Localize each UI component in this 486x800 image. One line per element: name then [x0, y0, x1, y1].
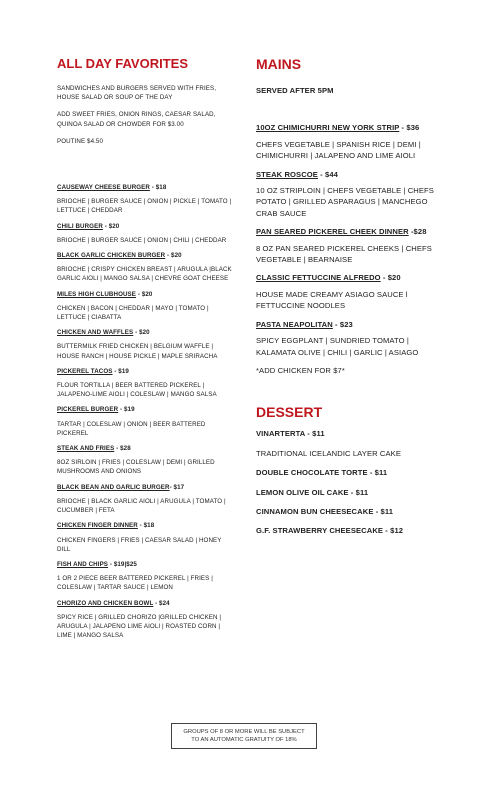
- all-day-heading: ALL DAY FAVORITES: [57, 56, 188, 71]
- menu-item: [57, 328, 232, 361]
- menu-item-price: - $19: [118, 406, 135, 414]
- menu-item-name: PAN SEARED PICKEREL CHEEK DINNER: [256, 227, 409, 237]
- menu-item-desc: FLOUR TORTILLA | BEER BATTERED PICKEREL | JALAPENO-LIME AIOLI | COLESLAW | MANGO SALSA: [57, 382, 217, 399]
- menu-item-price: - $24: [153, 599, 170, 607]
- dessert-heading: DESSERT: [256, 404, 323, 421]
- menu-item-title: [57, 483, 232, 492]
- menu-item-title: [57, 599, 232, 608]
- menu-item-desc: BUTTERMILK FRIED CHICKEN | BELGIUM WAFFLE | HOUSE RANCH | HOUSE PICKLE | MAPLE SRIRACHA: [57, 343, 218, 360]
- menu-item-price: - $20: [380, 273, 401, 283]
- menu-item-name: MILES HIGH CLUBHOUSE: [57, 290, 137, 298]
- menu-item: [256, 122, 436, 161]
- menu-item-desc: CHICKEN | BACON | CHEDDAR | MAYO | TOMATO | LETTUCE | CIABATTA: [57, 304, 209, 322]
- menu-item-desc: BRIOCHE | CRISPY CHICKEN BREAST | ARUGULA |BLACK GARLIC AIOLI | MANGO SALSA | CHEVRE GOAT CHEESE: [57, 266, 232, 283]
- menu-item-name: STEAK AND FRIES: [57, 445, 115, 453]
- menu-item-name: CLASSIC FETTUCCINE ALFREDO: [256, 273, 381, 283]
- menu-item-price: - $20: [136, 290, 153, 298]
- menu-item: [57, 560, 232, 593]
- menu-item-desc: CHICKEN FINGERS | FRIES | CAESAR SALAD | HONEY DILL: [57, 536, 222, 553]
- menu-item-name: FISH AND CHIPS: [57, 560, 109, 568]
- all-day-favorites-section: [57, 56, 232, 646]
- menu-item-price: - $28: [114, 445, 131, 453]
- menu-item-title: [256, 226, 436, 237]
- menu-item-title: [57, 251, 232, 260]
- menu-item-name: BLACK GARLIC CHICKEN BURGER: [57, 252, 166, 260]
- menu-item-name: PICKEREL TACOS: [57, 367, 113, 375]
- menu-item: [57, 222, 232, 245]
- menu-item-desc: TARTAR | COLESLAW | ONION | BEER BATTERED PICKEREL: [57, 420, 206, 437]
- menu-item-name: CAUSEWAY CHEESE BURGER: [57, 184, 150, 192]
- menu-item: [57, 405, 232, 438]
- mains-section: [256, 56, 436, 545]
- menu-item-price: - $20: [165, 252, 182, 260]
- menu-item-title: [57, 444, 232, 453]
- menu-item: [57, 521, 232, 554]
- menu-item: [256, 319, 436, 358]
- menu-item-price: - $23: [332, 319, 353, 329]
- menu-item-name: CHICKEN AND WAFFLES: [57, 329, 134, 337]
- menu-item: [57, 183, 232, 216]
- menu-item-title: [57, 290, 232, 299]
- menu-item-title: [57, 560, 232, 569]
- menu-item: [256, 272, 436, 311]
- gratuity-notice-line: TO AN AUTOMATIC GRATUITY OF 18%: [191, 737, 297, 743]
- menu-item-desc: BRIOCHE | BLACK GARLIC AIOLI | ARUGULA | TOMATO | CUCUMBER | FETA: [57, 497, 226, 515]
- menu-item: [57, 251, 232, 284]
- menu-item: [256, 226, 436, 265]
- menu-item: [57, 367, 232, 400]
- dessert-item: DOUBLE CHOCOLATE TORTE - $11: [256, 468, 388, 478]
- menu-item-name: CHILI BURGER: [57, 222, 103, 230]
- dessert-item: G.F. STRAWBERRY CHEESECAKE - $12: [256, 526, 404, 536]
- all-day-items-list: [57, 183, 232, 640]
- menu-item-desc: BRIOCHE | BURGER SAUCE | ONION | PICKLE | TOMATO | LETTUCE | CHEDDAR: [57, 198, 232, 215]
- menu-item-price: - $19|$25: [108, 560, 137, 568]
- dessert-item: LEMON OLIVE OIL CAKE - $11: [256, 487, 369, 497]
- menu-item-desc: 10 OZ STRIPLOIN | CHEFS VEGETABLE | CHEFS POTATO | GRILLED ASPARAGUS | MANCHEGO CRAB SAUCE: [256, 186, 434, 218]
- menu-item-price: - $36: [399, 123, 420, 133]
- menu-item-price: - $20: [133, 329, 150, 337]
- menu-item-name: 10OZ CHIMICHURRI NEW YORK STRIP: [256, 123, 400, 133]
- menu-item-price: - $18: [149, 184, 167, 192]
- menu-item-name: PICKEREL BURGER: [57, 406, 119, 414]
- menu-item-name: BLACK BEAN AND GARLIC BURGER: [57, 483, 170, 491]
- menu-item-name: CHORIZO AND CHICKEN BOWL: [57, 599, 154, 607]
- menu-item-desc: 8OZ SIRLOIN | FRIES | COLESLAW | DEMI | GRILLED MUSHROOMS AND ONIONS: [57, 459, 215, 476]
- dessert-section: [256, 404, 436, 536]
- menu-item-title: [57, 328, 232, 337]
- menu-item-title: [57, 222, 232, 231]
- menu-item-price: - $20: [102, 222, 120, 230]
- menu-item: [256, 169, 436, 220]
- menu-item-desc: 8 OZ PAN SEARED PICKEREL CHEEKS | CHEFS VEGETABLE | BEARNAISE: [256, 243, 432, 265]
- menu-item: [57, 599, 232, 641]
- mains-subtitle: SERVED AFTER 5PM: [256, 86, 334, 95]
- menu-item-price: - $18: [137, 522, 155, 530]
- all-day-addons: ADD SWEET FRIES, ONION RINGS, CAESAR SALAD, QUINOA SALAD OR CHOWDER FOR $3.00: [57, 111, 216, 128]
- dessert-item: CINNAMON BUN CHEESECAKE - $11: [256, 506, 394, 516]
- gratuity-notice-line: GROUPS OF 8 OR MORE WILL BE SUBJECT: [183, 729, 305, 735]
- menu-item-desc: SPICY EGGPLANT | SUNDRIED TOMATO | KALAMATA OLIVE | CHILI | GARLIC | ASIAGO: [256, 336, 419, 357]
- menu-item-desc: BRIOCHE | BURGER SAUCE | ONION | CHILI | CHEDDAR: [57, 236, 227, 244]
- menu-item-desc: HOUSE MADE CREAMY ASIAGO SAUCE l FETTUCCINE NOODLES: [256, 289, 408, 311]
- menu-item-title: [57, 183, 232, 192]
- menu-item-name: STEAK ROSCOE: [256, 169, 318, 179]
- menu-item-price: - $44: [317, 169, 338, 179]
- menu-item-title: [256, 169, 436, 180]
- menu-item-title: [256, 272, 436, 283]
- menu-item: [57, 290, 232, 323]
- menu-item: [57, 483, 232, 516]
- menu-item: [57, 444, 232, 477]
- add-chicken-note: *ADD CHICKEN FOR $7*: [256, 365, 345, 375]
- menu-item-name: CHICKEN FINGER DINNER: [57, 522, 138, 530]
- menu-item-name: PASTA NEAPOLITAN: [256, 319, 333, 329]
- all-day-intro: SANDWICHES AND BURGERS SERVED WITH FRIES, HOUSE SALAD OR SOUP OF THE DAY: [57, 85, 217, 102]
- poutine-line: POUTINE $4.50: [57, 137, 104, 145]
- menu-item-title: [57, 405, 232, 414]
- menu-item-title: [57, 521, 232, 530]
- menu-item-desc: SPICY RICE | GRILLED CHORIZO |GRILLED CHICKEN | ARUGULA | JALAPENO LIME AIOLI | ROASTED CORN | LIME | MANGO SALSA: [57, 613, 222, 640]
- menu-item-price: -$28: [408, 227, 427, 237]
- gratuity-notice: [171, 723, 317, 749]
- mains-heading: MAINS: [256, 56, 302, 72]
- dessert-item: VINARTERTA - $11: [256, 429, 325, 439]
- menu-item-title: [57, 367, 232, 376]
- menu-item-desc: 1 OR 2 PIECE BEER BATTERED PICKEREL | FRIES | COLESLAW | TARTAR SAUCE | LEMON: [57, 575, 213, 592]
- menu-item-title: [256, 122, 436, 133]
- menu-item-price: - $17: [169, 483, 185, 491]
- menu-item-title: [256, 319, 436, 330]
- menu-item-desc: CHEFS VEGETABLE | SPANISH RICE | DEMI | CHIMICHURRI | JALAPENO AND LIME AIOLI: [256, 139, 421, 161]
- menu-item-price: - $19: [112, 367, 129, 375]
- dessert-item-desc: TRADITIONAL ICELANDIC LAYER CAKE: [256, 448, 401, 458]
